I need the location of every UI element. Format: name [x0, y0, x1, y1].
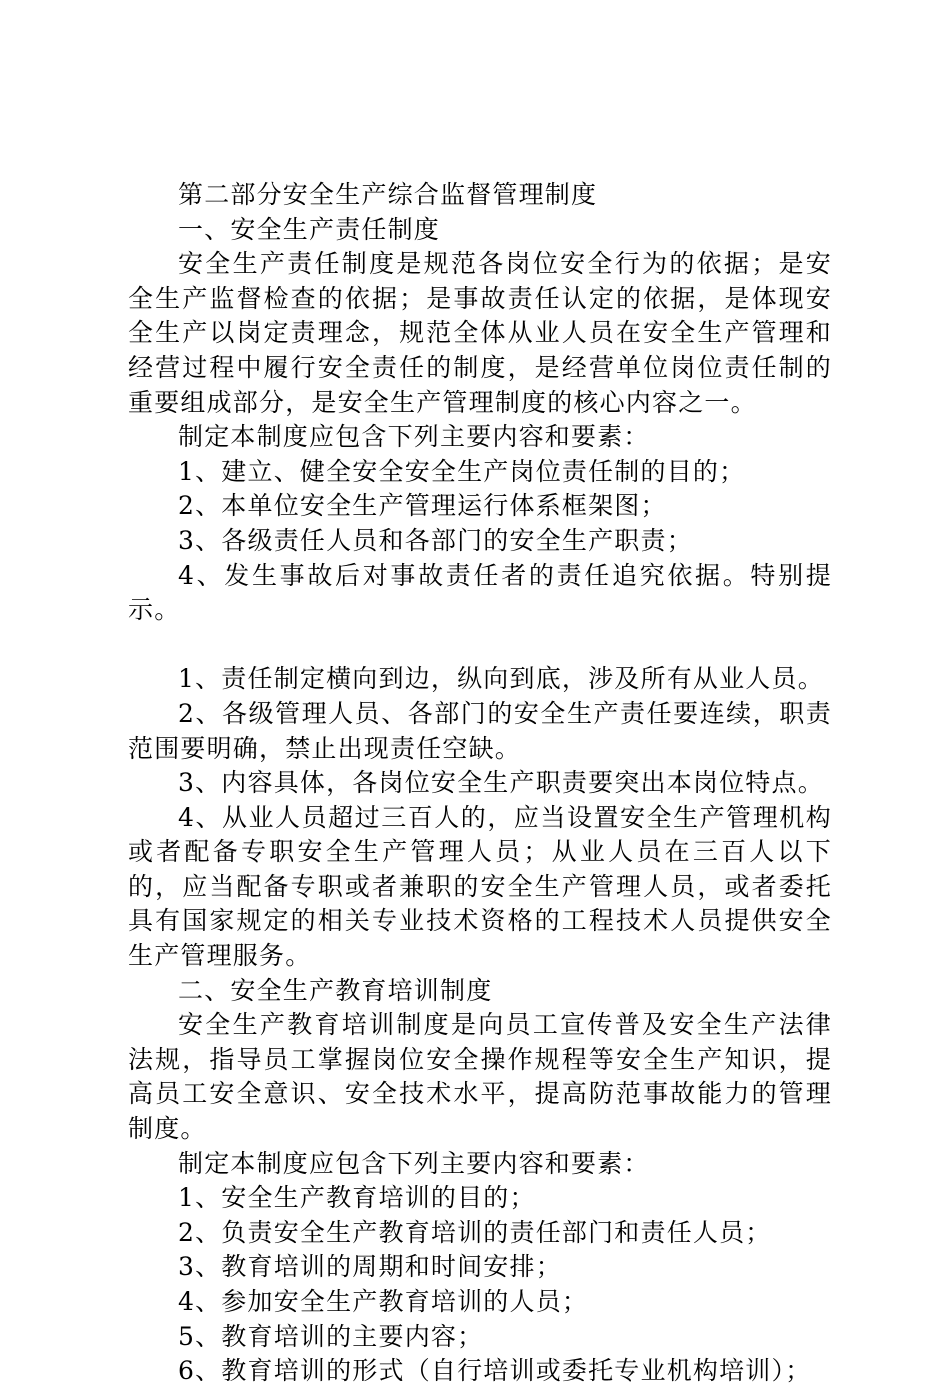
- list-item: 4、发生事故后对事故责任者的责任追究依据。特别提示。: [128, 560, 832, 625]
- subsection-heading: 一、安全生产责任制度: [178, 214, 441, 244]
- body-paragraph: 制定本制度应包含下列主要内容和要素：: [178, 1148, 650, 1178]
- section-title: 第二部分安全生产综合监督管理制度: [178, 180, 598, 209]
- list-item: 2、负责安全生产教育培训的责任部门和责任人员；: [178, 1217, 772, 1247]
- list-item: 1、责任制定横向到边，纵向到底，涉及所有从业人员。: [178, 664, 824, 694]
- list-item: 1、安全生产教育培训的目的；: [178, 1183, 536, 1213]
- list-item: 3、教育培训的周期和时间安排；: [178, 1252, 562, 1282]
- body-paragraph: 制定本制度应包含下列主要内容和要素：: [178, 422, 650, 452]
- list-item: 4、参加安全生产教育培训的人员；: [178, 1287, 589, 1316]
- list-item: 1、建立、健全安全安全生产岗位责任制的目的；: [178, 456, 746, 486]
- list-item: 3、内容具体，各岗位安全生产职责要突出本岗位特点。: [178, 768, 824, 798]
- list-item: 3、各级责任人员和各部门的安全生产职责；: [178, 525, 693, 555]
- body-paragraph: 安全生产教育培训制度是向员工宣传普及安全生产法律法规，指导员工掌握岗位安全操作规程等安全生产知识，提高员工安全意识、安全技术水平，提高防范事故能力的管理制度。: [128, 1010, 832, 1144]
- paragraph-gap: [128, 628, 832, 663]
- list-item: 5、教育培训的主要内容；: [178, 1321, 484, 1351]
- body-paragraph: 安全生产责任制度是规范各岗位安全行为的依据；是安全生产监督检查的依据；是事故责任认定的依据，是体现安全生产以岗定责理念，规范全体从业人员在安全生产管理和经营过程中履行安全责任的制度，是经营单位岗位责任制的重要组成部分，是安全生产管理制度的核心内容之一。: [128, 249, 832, 417]
- subsection-heading: 二、安全生产教育培训制度: [178, 975, 493, 1005]
- list-item: 6、教育培训的形式（自行培训或委托专业机构培训）；: [178, 1356, 812, 1386]
- document-body: [128, 178, 832, 1389]
- list-item: 2、各级管理人员、各部门的安全生产责任要连续，职责范围要明确，禁止出现责任空缺。: [128, 698, 832, 763]
- list-item: 2、本单位安全生产管理运行体系框架图；: [178, 491, 667, 521]
- list-item: 4、从业人员超过三百人的，应当设置安全生产管理机构或者配备专职安全生产管理人员；从业人员在三百人以下的，应当配备专职或者兼职的安全生产管理人员，或者委托具有国家规定的相关专业技术资格的工程技术人员提供安全生产管理服务。: [128, 802, 832, 971]
